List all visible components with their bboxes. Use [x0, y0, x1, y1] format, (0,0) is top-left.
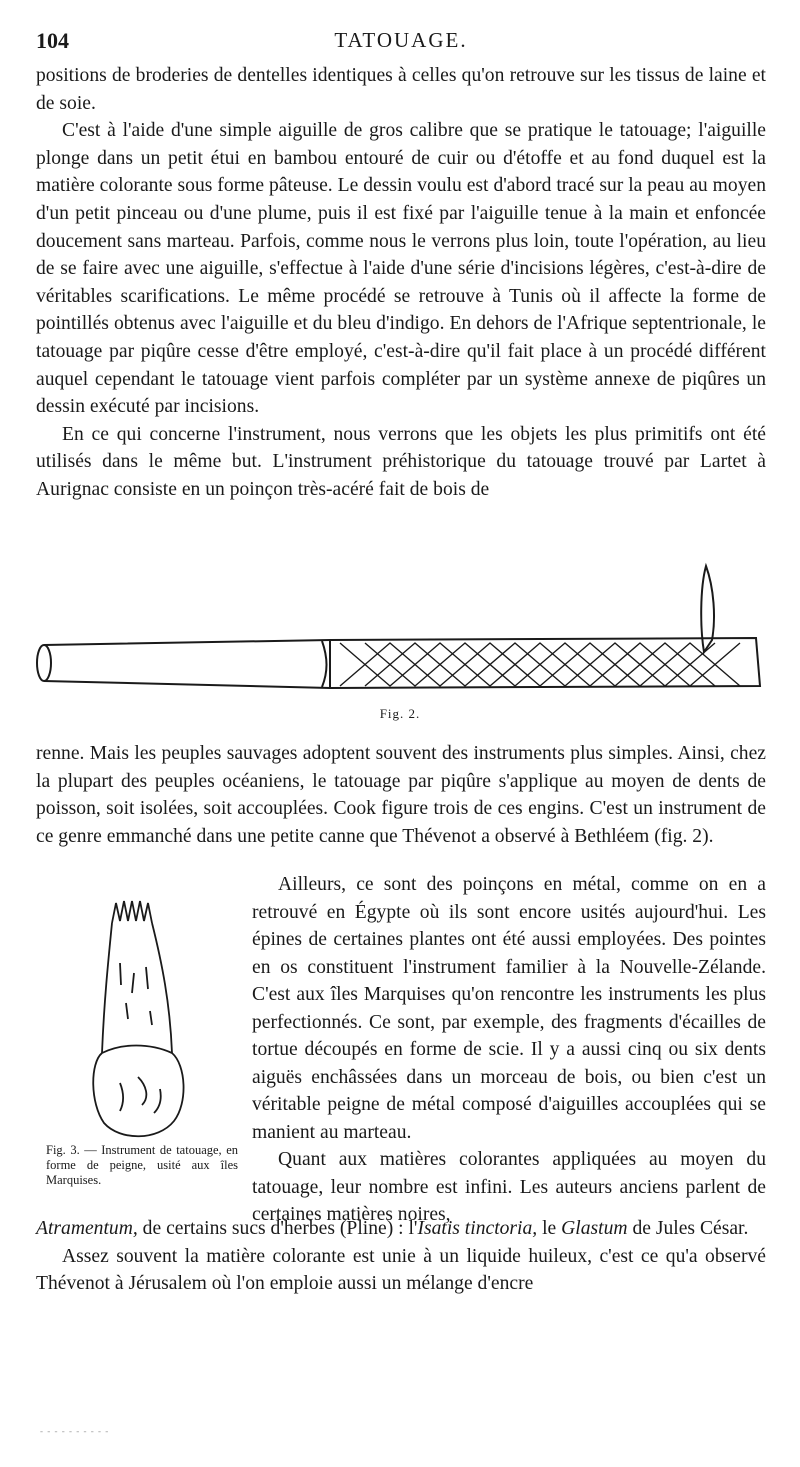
paragraph-7: Assez souvent la matière colorante est unie à un liquide huileux, c'est ce qu'a observé Thévenot à Jérusalem où l'on emploie aussi un mélange d'encre: [36, 1245, 766, 1295]
paragraph-6-start: Quant aux matières colorantes appliquées au moyen du tatouage, leur nombre est infini. Les auteurs anciens parlent de certaines matières noires,: [252, 1149, 766, 1225]
page-header: [36, 28, 766, 58]
paragraph-3: En ce qui concerne l'instrument, nous verrons que les objets les plus primitifs ont été utilisés dans le même but. L'instrument préhistorique du tatouage trouvé par Lartet à Aurignac consiste en un poinçon très-acéré fait de bois de: [36, 423, 766, 500]
footer-mark: - - - - - - - - - -: [40, 1426, 110, 1436]
text-block-top: [36, 62, 766, 504]
text-column-right: [252, 871, 766, 1229]
fig3-illustration: [90, 893, 200, 1143]
paragraph-1: positions de broderies de dentelles identiques à celles qu'on retrouve sur les tissus de laine et de soie.: [36, 65, 766, 114]
paragraph-4: renne. Mais les peuples sauvages adoptent souvent des instruments plus simples. Ainsi, chez la plupart des peuples océaniens, le tatouage par piqûre s'applique au moyen de dents de poisson, soit isolées, soit accouplées. Cook figure trois de ces engins. C'est un instrument de ce genre emmanché dans une petite canne que Thévenot a observé à Bethléem (fig. 2).: [36, 743, 766, 847]
fig2-caption: Fig. 2.: [379, 706, 421, 721]
fig2-illustration: [30, 548, 770, 698]
paragraph-6-end: Atramentum, de certains sucs d'herbes (Pline) : l'Isatis tinctoria, le Glastum de Jules César.: [36, 1218, 749, 1239]
running-title: TATOUAGE.: [334, 28, 468, 52]
term-glastum: Glastum: [561, 1218, 628, 1239]
term-isatis-tinctoria: Isatis tinctoria,: [417, 1218, 538, 1239]
text-block-middle: [36, 740, 766, 850]
paragraph-2: C'est à l'aide d'une simple aiguille de gros calibre que se pratique le tatouage; l'aiguille plonge dans un petit étui en bambou entouré de cuir ou d'étoffe et au fond duquel est la matière colorante sous forme pâteuse. Le dessin voulu est d'abord tracé sur la peau au moyen d'un petit pinceau ou d'une plume, puis il est fixé par l'aiguille tenue à la main et enfoncée doucement sans marteau. Parfois, comme nous le verrons plus loin, toute l'opération, au lieu de se faire avec une aiguille, s'effectue à l'aide d'une série d'incisions légères, c'est-à-dire de véritables scarifications. Le même procédé se retrouve à Tunis où il affecte la forme de pointillés obtenus avec l'aiguille et du bleu d'indigo. En dehors de l'Afrique septentrionale, le tatouage par piqûre cesse d'être employé, c'est-à-dire qu'il fait place à un procédé différent auquel cependant le tatouage vient parfois compléter par un système annexe de piqûres un dessin exécuté par incisions.: [36, 120, 766, 418]
fig3-caption: Fig. 3. — Instrument de tatouage, en forme de peigne, usité aux îles Marquises.: [46, 1143, 238, 1187]
text-block-bottom: [36, 1215, 766, 1298]
page-number: 104: [36, 28, 69, 53]
term-atramentum: Atramentum,: [36, 1218, 138, 1239]
paragraph-5: Ailleurs, ce sont des poinçons en métal, comme on en a retrouvé en Égypte où ils sont encore usités aujourd'hui. Les épines de certaines plantes ont été aussi employées. Des pointes en os constituent l'instrument familier à la Nouvelle-Zélande. C'est aux îles Marquises qu'on rencontre les instruments les plus perfectionnés. Ce sont, par exemple, des fragments d'écailles de tortue découpés en forme de scie. Il y a aussi cinq ou six dents aiguës enchâssées dans un morceau de bois, ou bien c'est un véritable peigne de métal composé d'aiguilles accouplées qui se manient au marteau.: [252, 874, 766, 1143]
